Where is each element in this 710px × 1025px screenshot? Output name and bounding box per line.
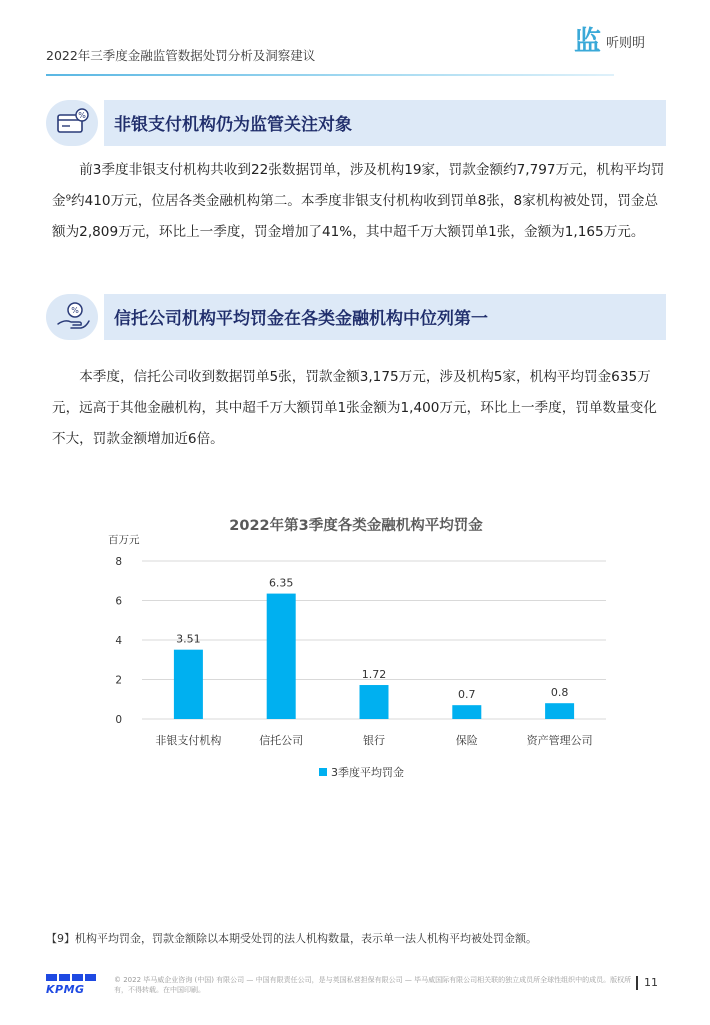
data-label: 0.7 [458,688,476,702]
brand-mark: 监 [574,26,600,57]
section-paragraph: 前3季度非银支付机构共收到22张数据罚单，涉及机构19家，罚款金额约7,797万元，机构平均罚金⁹约410万元，位居各类金融机构第二。本季度非银支付机构收到罚单8张，8家机构被处罚，罚金总额为2,809万元，环比上一季度，罚金增加了41%，其中超千万大额罚单1张，金额为1,165万元。 [52,162,665,240]
legal-text: © 2022 毕马威企业咨询 (中国) 有限公司 — 中国有限责任公司，是与英国私营担保有限公司 — 毕马威国际有限公司相关联的独立成员所全球性组织中的成员。版权所有，不得转载。在中国印刷。 [114,976,632,994]
x-tick-label: 信托公司 [259,734,304,747]
y-tick-label: 4 [115,635,122,647]
section-title: 信托公司机构平均罚金在各类金融机构中位列第一 [114,309,488,329]
chart-title: 2022年第3季度各类金融机构平均罚金 [229,518,483,534]
brand-logo [574,28,645,55]
header-divider [46,74,614,76]
bar-chart [96,508,616,794]
svg-text:%: % [78,111,86,120]
bar [452,705,481,719]
data-label: 3.51 [176,632,201,646]
svg-text:%: % [71,306,79,315]
bar [360,685,389,719]
x-tick-label: 银行 [363,734,385,747]
data-label: 0.8 [550,686,569,700]
kpmg-logo-text: KPMG [46,983,85,996]
footnote: 【9】机构平均罚金，罚款金额除以本期受处罚的法人机构数量，表示单一法人机构平均被处罚金额。 [46,932,537,945]
y-tick-label: 8 [115,556,122,568]
y-axis-unit: 百万元 [108,534,140,546]
x-tick-label: 非银支付机构 [155,734,222,747]
legend-label: 3季度平均罚金 [331,766,404,779]
data-label: 6.35 [268,576,294,590]
section-title: 非银支付机构仍为监管关注对象 [114,115,352,135]
bar [174,650,203,719]
bar [267,594,296,719]
doc-title: 2022年三季度金融监管数据处罚分析及洞察建议 [46,48,316,63]
x-tick-label: 资产管理公司 [526,734,593,747]
section-paragraph: 本季度，信托公司收到数据罚单5张，罚款金额3,175万元，涉及机构5家，机构平均罚金635万元，远高于其他金融机构，其中超千万大额罚单1张金额为1,400万元，环比上一季度，罚单数量变化不大，罚款金额增加近6倍。 [52,369,657,447]
section-header-payment [46,100,666,146]
section-header-trust [46,294,666,340]
kpmg-logo [46,974,98,996]
y-tick-label: 0 [115,714,122,726]
x-tick-label: 保险 [455,734,478,747]
card-icon [46,100,98,146]
y-tick-label: 6 [115,595,122,608]
data-label: 1.72 [361,668,387,682]
bar [545,703,574,719]
page-number: 11 [636,976,658,990]
hand-coin-icon [46,294,98,340]
legend-swatch [319,768,327,776]
y-tick-label: 2 [115,674,122,687]
brand-name: 听则明 [606,36,646,51]
chart-svg [96,508,616,794]
